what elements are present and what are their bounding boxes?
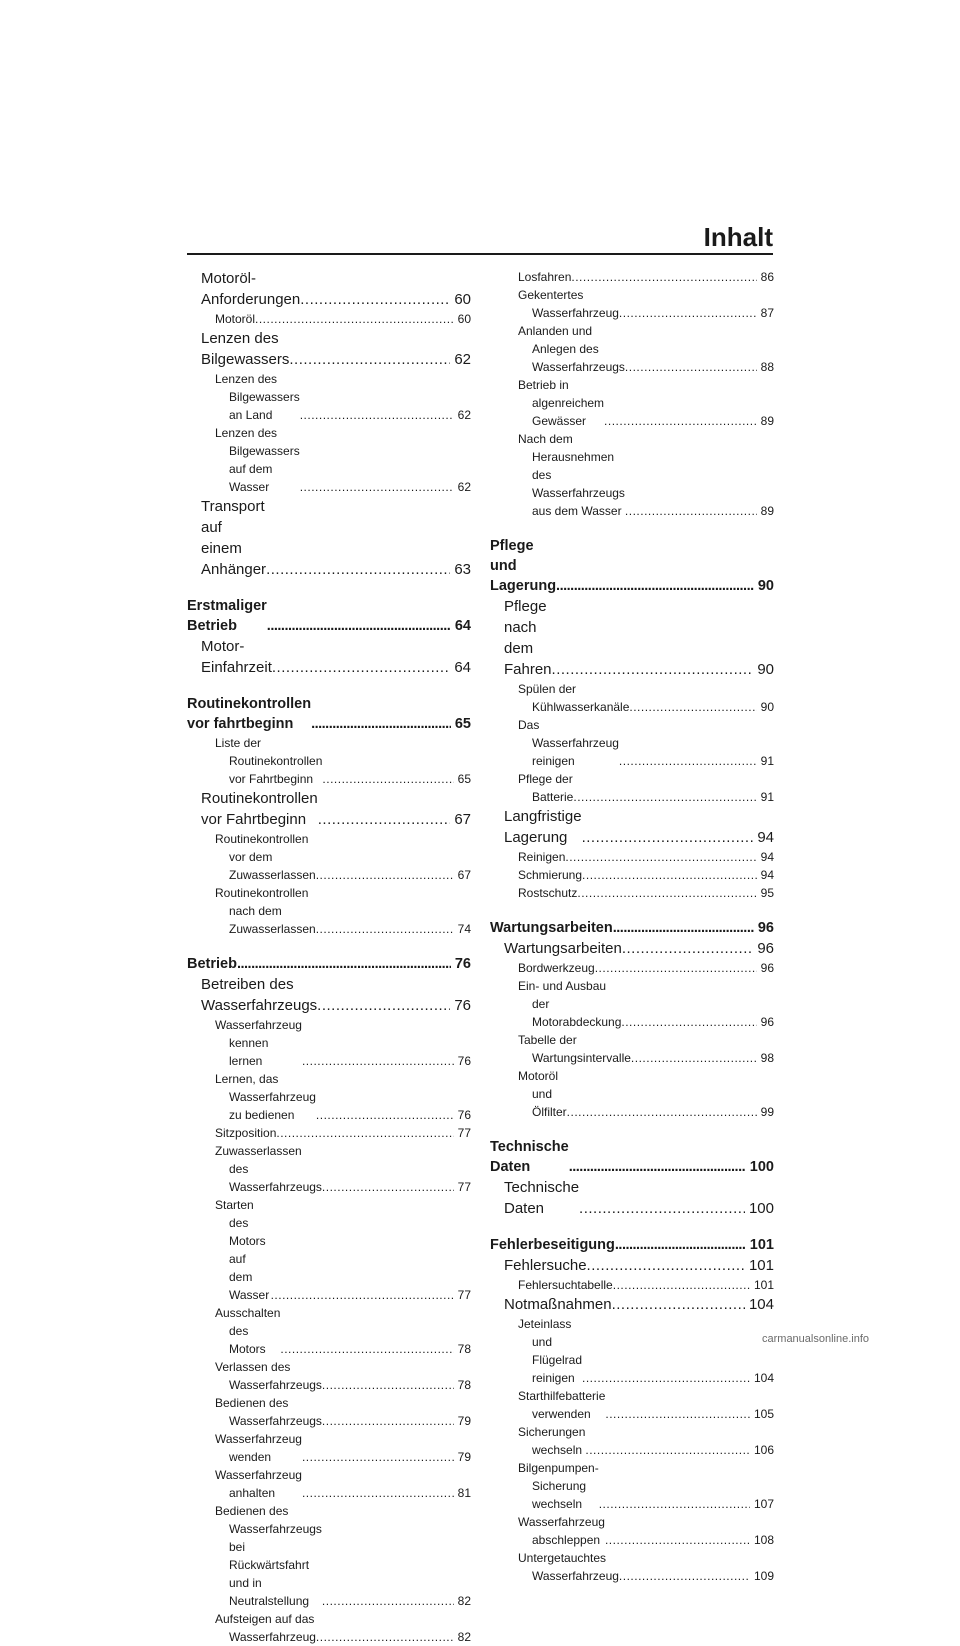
- toc-entry[interactable]: [187, 788, 471, 830]
- toc-entry-label: Schmierung: [518, 868, 583, 882]
- toc-leader-dots: [322, 1592, 454, 1610]
- toc-page-number: 81: [457, 1486, 471, 1500]
- toc-entry[interactable]: [187, 370, 471, 424]
- title-rule: [187, 253, 773, 255]
- toc-entry-label: Nach dem Herausnehmen des Wasserfahrzeugs aus dem Wasser: [518, 432, 625, 518]
- toc-leader-dots: [300, 478, 454, 496]
- toc-entry-label: Routinekontrollen vor Fahrtbeginn: [201, 790, 318, 828]
- toc-leader-dots: [569, 1157, 746, 1177]
- toc-leader-dots: [612, 1294, 745, 1315]
- toc-page-number: 62: [454, 351, 471, 368]
- toc-entry-label: Wasserfahrzeug anhalten: [215, 1468, 302, 1500]
- toc-leader-dots: [317, 995, 450, 1016]
- toc-entry[interactable]: [490, 1255, 774, 1276]
- toc-page-number: 78: [457, 1378, 471, 1392]
- toc-entry-label: Wasserfahrzeug kennen lernen: [215, 1018, 302, 1068]
- toc-page-number: 90: [760, 700, 774, 714]
- toc-page-number: 65: [454, 716, 471, 732]
- toc-page-number: 96: [760, 1015, 774, 1029]
- toc-entry[interactable]: [490, 1315, 774, 1387]
- toc-leader-dots: [316, 920, 454, 938]
- toc-entry-label: Betrieb in algenreichem Gewässer: [518, 378, 605, 428]
- toc-entry[interactable]: [490, 1423, 774, 1459]
- toc-page-number: 64: [454, 659, 471, 676]
- toc-leader-dots: [322, 770, 453, 788]
- toc-leader-dots: [289, 349, 450, 370]
- toc-page-number: 60: [457, 312, 471, 326]
- toc-leader-dots: [302, 1484, 454, 1502]
- toc-entry-label: Liste der Routinekontrollen vor Fahrtbeginn: [215, 736, 323, 786]
- toc-page-number: 67: [457, 868, 471, 882]
- toc-page-number: 63: [454, 561, 471, 578]
- toc-entry-label: Transport auf einem Anhänger: [201, 498, 267, 578]
- toc-entry[interactable]: [490, 322, 774, 376]
- toc-page-number: 101: [748, 1257, 774, 1274]
- toc-page-number: 65: [457, 772, 471, 786]
- toc-page-number: 99: [760, 1105, 774, 1119]
- toc-leader-dots: [622, 938, 753, 959]
- toc-entry-label: Bordwerkzeug: [518, 961, 595, 975]
- toc-page-number: 98: [760, 1051, 774, 1065]
- toc-leader-dots: [556, 576, 754, 596]
- toc-entry-label: Reinigen: [518, 850, 566, 864]
- toc-entry-label: Lenzen des Bilgewassers auf dem Wasser: [215, 426, 300, 494]
- toc-page-number: 76: [454, 956, 471, 972]
- toc-entry-label: Motoröl-Anforderungen: [201, 270, 301, 308]
- toc-page-number: 108: [753, 1533, 774, 1547]
- toc-leader-dots: [255, 310, 454, 328]
- toc-page-number: 89: [760, 414, 774, 428]
- toc-entry[interactable]: [490, 959, 774, 977]
- toc-entry[interactable]: [187, 310, 471, 328]
- toc-page-number: 76: [457, 1108, 471, 1122]
- toc-leader-dots: [280, 1340, 453, 1358]
- toc-entry-label: Motor-Einfahrzeit: [201, 638, 272, 676]
- toc-entry-label: Erstmaliger Betrieb: [187, 598, 267, 634]
- toc-entry[interactable]: [490, 1459, 774, 1513]
- toc-leader-dots: [311, 714, 451, 734]
- toc-entry-label: Spülen der Kühlwasserkanäle: [518, 682, 630, 714]
- toc-entry[interactable]: [490, 884, 774, 902]
- toc-leader-dots: [552, 659, 754, 680]
- toc-entry[interactable]: [490, 848, 774, 866]
- toc-page-number: 101: [749, 1237, 774, 1253]
- toc-page-number: 100: [749, 1159, 774, 1175]
- toc-entry-label: Jeteinlass und Flügelrad reinigen: [518, 1317, 583, 1385]
- toc-page-number: 78: [457, 1342, 471, 1356]
- toc-entry[interactable]: [490, 977, 774, 1031]
- toc-entry-label: Wartungsarbeiten: [490, 920, 613, 936]
- toc-leader-dots: [271, 1286, 454, 1304]
- toc-leader-dots: [619, 1567, 750, 1585]
- toc-page-number: 106: [753, 1443, 774, 1457]
- toc-entry[interactable]: [187, 830, 471, 884]
- toc-entry-label: Wasserfahrzeug abschleppen: [518, 1515, 605, 1547]
- toc-entry-label: Aufsteigen auf das Wasserfahrzeug: [215, 1612, 316, 1644]
- toc-entry-label: Ein- und Ausbau der Motorabdeckung: [518, 979, 622, 1029]
- toc-page-number: 77: [457, 1180, 471, 1194]
- toc-entry-label: Bedienen des Wasserfahrzeugs bei Rückwärtsfahrt und in Neutralstellung: [215, 1504, 322, 1608]
- toc-entry-label: Routinekontrollen vor fahrtbeginn: [187, 696, 312, 732]
- toc-page-number: 76: [457, 1054, 471, 1068]
- toc-entry-label: Pflege und Lagerung: [490, 538, 557, 594]
- toc-entry[interactable]: [187, 328, 471, 370]
- toc-leader-dots: [272, 657, 450, 678]
- toc-entry-label: Betreiben des Wasserfahrzeugs: [201, 976, 318, 1014]
- toc-leader-dots: [631, 1049, 757, 1067]
- toc-entry[interactable]: [187, 1502, 471, 1610]
- toc-entry-label: Starthilfebatterie verwenden: [518, 1389, 606, 1421]
- toc-page-number: 96: [757, 940, 774, 957]
- toc-entry-label: Notmaßnahmen: [504, 1296, 612, 1313]
- toc-page-number: 96: [757, 920, 774, 936]
- toc-entry[interactable]: [490, 536, 774, 596]
- toc-entry[interactable]: [490, 806, 774, 848]
- toc-entry-label: Rostschutz: [518, 886, 578, 900]
- toc-entry[interactable]: [490, 268, 774, 286]
- toc-entry[interactable]: [490, 1513, 774, 1549]
- toc-page-number: 64: [454, 618, 471, 634]
- toc-page-number: 82: [457, 1630, 471, 1644]
- toc-entry-label: Losfahren: [518, 270, 572, 284]
- toc-leader-dots: [619, 304, 757, 322]
- toc-page-number: 105: [753, 1407, 774, 1421]
- toc-entry[interactable]: [490, 1067, 774, 1121]
- toc-entry-label: Zuwasserlassen des Wasserfahrzeugs: [215, 1144, 322, 1194]
- toc-leader-dots: [316, 866, 454, 884]
- toc-entry[interactable]: [187, 694, 471, 734]
- toc-page-number: 91: [760, 754, 774, 768]
- toc-leader-dots: [625, 358, 757, 376]
- toc-page-number: 101: [753, 1278, 774, 1292]
- toc-entry-label: Motoröl und Ölfilter: [518, 1069, 567, 1119]
- toc-entry[interactable]: [187, 596, 471, 636]
- toc-entry[interactable]: [490, 596, 774, 680]
- toc-entry-label: Starten des Motors auf dem Wasser: [215, 1198, 270, 1302]
- toc-page-number: 74: [457, 922, 471, 936]
- toc-page-number: 62: [457, 480, 471, 494]
- page-title: Inhalt: [703, 222, 773, 252]
- toc-page-number: 87: [760, 306, 774, 320]
- toc-leader-dots: [604, 412, 757, 430]
- toc-page-number: 79: [457, 1450, 471, 1464]
- toc-leader-dots: [567, 1103, 757, 1121]
- toc-page-number: 104: [753, 1371, 774, 1385]
- toc-entry[interactable]: [490, 1137, 774, 1177]
- toc-entry[interactable]: [490, 770, 774, 806]
- toc-entry[interactable]: [187, 1394, 471, 1430]
- toc-entry-label: Tabelle der Wartungsintervalle: [518, 1033, 631, 1065]
- toc-entry-label: Routinekontrollen vor dem Zuwasserlassen: [215, 832, 316, 882]
- toc-entry-label: Betrieb: [187, 956, 237, 972]
- toc-leader-dots: [302, 1052, 454, 1070]
- toc-entry[interactable]: [187, 636, 471, 678]
- toc-leader-dots: [316, 1628, 454, 1646]
- toc-entry[interactable]: [490, 286, 774, 322]
- toc-entry[interactable]: [490, 1276, 774, 1294]
- toc-entry[interactable]: [187, 1358, 471, 1394]
- toc-leader-dots: [318, 809, 451, 830]
- toc-leader-dots: [582, 866, 757, 884]
- toc-page-number: 100: [748, 1200, 774, 1217]
- toc-entry[interactable]: [187, 954, 471, 974]
- toc-entry-label: Fehlersuche: [504, 1257, 587, 1274]
- toc-entry[interactable]: [187, 1070, 471, 1124]
- toc-right-column: [490, 268, 774, 1585]
- toc-page-number: 89: [760, 504, 774, 518]
- toc-entry-label: Routinekontrollen nach dem Zuwasserlassen: [215, 886, 316, 936]
- toc-entry[interactable]: [490, 1387, 774, 1423]
- toc-entry-label: Untergetauchtes Wasserfahrzeug: [518, 1551, 619, 1583]
- toc-page-number: 94: [760, 868, 774, 882]
- toc-leader-dots: [625, 502, 757, 520]
- toc-page-number: 91: [760, 790, 774, 804]
- toc-page-number: 109: [753, 1569, 774, 1583]
- toc-entry-label: Lenzen des Bilgewassers an Land: [215, 372, 300, 422]
- toc-entry-label: Technische Daten: [490, 1139, 569, 1175]
- toc-leader-dots: [582, 1369, 750, 1387]
- toc-entry-label: Fehlerbeseitigung: [490, 1237, 615, 1253]
- toc-leader-dots: [605, 1531, 750, 1549]
- toc-leader-dots: [276, 1124, 453, 1142]
- toc-entry[interactable]: [490, 716, 774, 770]
- toc-left-column: [187, 268, 471, 1646]
- toc-leader-dots: [266, 559, 450, 580]
- toc-leader-dots: [300, 406, 454, 424]
- toc-page-number: 67: [454, 811, 471, 828]
- toc-page-number: 95: [760, 886, 774, 900]
- toc-entry-label: Pflege nach dem Fahren: [504, 598, 552, 678]
- toc-entry-label: Fehlersuchtabelle: [518, 1278, 613, 1292]
- toc-leader-dots: [577, 884, 756, 902]
- toc-entry-label: Gekentertes Wasserfahrzeug: [518, 288, 619, 320]
- toc-entry[interactable]: [490, 680, 774, 716]
- toc-page-number: 77: [457, 1288, 471, 1302]
- toc-entry[interactable]: [187, 884, 471, 938]
- toc-page-number: 107: [753, 1497, 774, 1511]
- toc-entry[interactable]: [490, 1031, 774, 1067]
- toc-page-number: 90: [757, 578, 774, 594]
- toc-entry-label: Anlanden und Anlegen des Wasserfahrzeugs: [518, 324, 625, 374]
- toc-page-number: 76: [454, 997, 471, 1014]
- toc-entry-label: Langfristige Lagerung: [504, 808, 582, 846]
- toc-entry-label: Verlassen des Wasserfahrzeugs: [215, 1360, 322, 1392]
- toc-page-number: 88: [760, 360, 774, 374]
- toc-entry-label: Das Wasserfahrzeug reinigen: [518, 718, 619, 768]
- toc-entry[interactable]: [490, 430, 774, 520]
- toc-entry[interactable]: [187, 1124, 471, 1142]
- toc-entry[interactable]: [187, 1466, 471, 1502]
- toc-entry[interactable]: [187, 1304, 471, 1358]
- toc-leader-dots: [579, 1198, 745, 1219]
- toc-leader-dots: [615, 1235, 746, 1255]
- toc-page-number: 90: [757, 661, 774, 678]
- toc-page-number: 104: [748, 1296, 774, 1313]
- toc-leader-dots: [613, 918, 754, 938]
- toc-page-number: 82: [457, 1594, 471, 1608]
- toc-leader-dots: [267, 616, 451, 636]
- toc-leader-dots: [316, 1106, 454, 1124]
- toc-leader-dots: [621, 1013, 756, 1031]
- toc-leader-dots: [587, 1255, 745, 1276]
- toc-leader-dots: [573, 788, 756, 806]
- toc-leader-dots: [619, 752, 757, 770]
- toc-leader-dots: [599, 1495, 750, 1513]
- toc-page-number: 62: [457, 408, 471, 422]
- toc-page-number: 77: [457, 1126, 471, 1140]
- toc-entry-label: Motoröl: [215, 312, 256, 326]
- toc-entry[interactable]: [187, 1430, 471, 1466]
- toc-entry[interactable]: [490, 1294, 774, 1315]
- toc-entry-label: Bedienen des Wasserfahrzeugs: [215, 1396, 322, 1428]
- toc-page-number: 79: [457, 1414, 471, 1428]
- toc-leader-dots: [237, 954, 451, 974]
- toc-entry[interactable]: [187, 1196, 471, 1304]
- toc-entry-label: Bilgenpumpen-Sicherung wechseln: [518, 1461, 599, 1511]
- toc-entry[interactable]: [187, 974, 471, 1016]
- toc-page-number: 60: [454, 291, 471, 308]
- toc-entry[interactable]: [187, 496, 471, 580]
- toc-entry[interactable]: [490, 376, 774, 430]
- toc-leader-dots: [613, 1276, 750, 1294]
- toc-entry[interactable]: [490, 1549, 774, 1585]
- toc-entry[interactable]: [187, 1016, 471, 1070]
- toc-entry[interactable]: [187, 424, 471, 496]
- toc-entry-label: Wartungsarbeiten: [504, 940, 622, 957]
- toc-entry[interactable]: [490, 1177, 774, 1219]
- toc-entry-label: Lernen, das Wasserfahrzeug zu bedienen: [215, 1072, 316, 1122]
- toc-entry[interactable]: [187, 734, 471, 788]
- toc-entry[interactable]: [187, 268, 471, 310]
- toc-entry[interactable]: [490, 1235, 774, 1255]
- toc-leader-dots: [322, 1412, 454, 1430]
- toc-entry-label: Ausschalten des Motors: [215, 1306, 281, 1356]
- toc-leader-dots: [605, 1405, 750, 1423]
- toc-leader-dots: [629, 698, 756, 716]
- toc-leader-dots: [571, 268, 756, 286]
- toc-leader-dots: [300, 289, 450, 310]
- toc-entry[interactable]: [490, 866, 774, 884]
- toc-entry[interactable]: [490, 918, 774, 938]
- toc-entry-label: Sitzposition: [215, 1126, 277, 1140]
- toc-leader-dots: [322, 1376, 454, 1394]
- toc-entry-label: Pflege der Batterie: [518, 772, 574, 804]
- toc-page-number: 86: [760, 270, 774, 284]
- toc-page-number: 96: [760, 961, 774, 975]
- toc-entry-label: Technische Daten: [504, 1179, 580, 1217]
- toc-leader-dots: [582, 827, 754, 848]
- toc-entry[interactable]: [187, 1610, 471, 1646]
- toc-page-number: 94: [757, 829, 774, 846]
- toc-entry[interactable]: [187, 1142, 471, 1196]
- toc-leader-dots: [595, 959, 757, 977]
- toc-leader-dots: [322, 1178, 454, 1196]
- toc-entry[interactable]: [490, 938, 774, 959]
- toc-leader-dots: [302, 1448, 454, 1466]
- toc-leader-dots: [585, 1441, 750, 1459]
- toc-page-number: 94: [760, 850, 774, 864]
- footer-watermark: carmanualsonline.info: [762, 1333, 870, 1345]
- toc-entry-label: Wasserfahrzeug wenden: [215, 1432, 302, 1464]
- toc-entry-label: Sicherungen wechseln: [518, 1425, 586, 1457]
- toc-entry-label: Lenzen des Bilgewassers: [201, 330, 290, 368]
- toc-leader-dots: [565, 848, 756, 866]
